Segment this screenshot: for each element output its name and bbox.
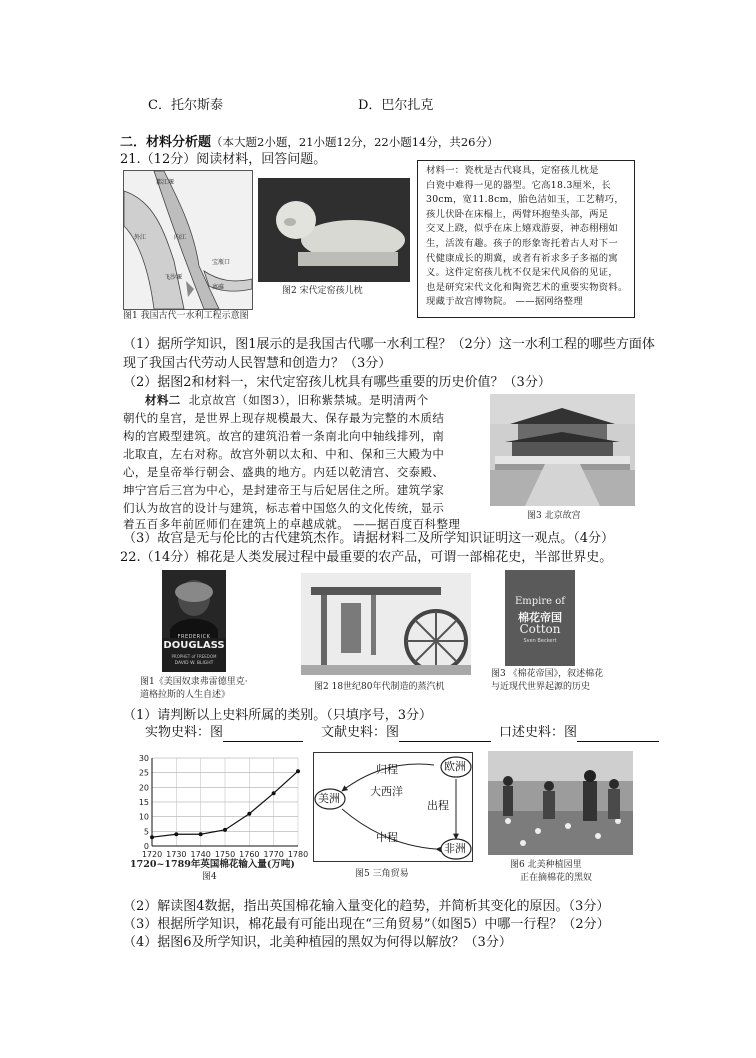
y-tick-label: 20 xyxy=(138,783,149,793)
material2-line: 心，是皇帝举行朝会、盛典的地方。内廷以乾清宫、交泰殿、 xyxy=(123,465,445,479)
y-tick-label: 15 xyxy=(138,798,149,807)
q21-fig2-photo xyxy=(258,178,410,282)
x-tick-label: 1750 xyxy=(214,850,236,859)
map-label-1: 都江堰 xyxy=(156,179,175,186)
line-chart-svg xyxy=(130,752,309,867)
blank-physical-input[interactable] xyxy=(223,727,303,742)
book-top: FREDERICK xyxy=(177,634,211,640)
blank-document-input[interactable] xyxy=(399,727,491,742)
cotton-book-author: Sven Beckert xyxy=(523,638,557,644)
q21-stem: 21.（12分）阅读材料，回答问题。 xyxy=(120,152,327,167)
material2-line-first xyxy=(123,392,429,410)
label-outbound: 出程 xyxy=(427,799,449,812)
q22-fig6-photo xyxy=(488,751,633,855)
q22-q2: （2）解读图4数据，指出英国棉花输入量变化的趋势，并简析其变化的原因。（3分） xyxy=(123,899,610,914)
map-label-5: 飞沙堰 xyxy=(164,274,183,281)
x-tick-label: 1720 xyxy=(141,850,163,859)
q22-fig1-book xyxy=(162,570,226,672)
q22-fig2-caption: 图2 18世纪80年代制造的蒸汽机 xyxy=(314,682,445,692)
label-middle: 中程 xyxy=(376,831,398,844)
material2-line: 北取直，左右对称。故宫外朝以太和、中和、保和三大殿为中 xyxy=(123,447,445,461)
chart-title: 1720~1789年英国棉花输入量(万吨) xyxy=(130,859,295,870)
material1-line: 白瓷中难得一见的器型。它高18.3厘米，长 xyxy=(426,179,612,191)
q21-fig1-caption: 图1 我国古代一水利工程示意图 xyxy=(123,311,249,321)
material1-line: 30cm，宽11.8cm，胎色洁如玉，工艺精巧， xyxy=(426,194,624,206)
data-point xyxy=(150,835,154,839)
data-point xyxy=(272,791,276,795)
material1-line: 孩儿伏卧在床榻上，两臂环抱垫头部，两足 xyxy=(426,208,609,220)
data-point xyxy=(199,832,203,836)
q21-fig3-photo xyxy=(490,394,635,506)
x-tick-label: 1780 xyxy=(287,850,309,859)
cotton-book-cn: 棉花帝国 xyxy=(518,611,562,624)
q22-blanks-row xyxy=(145,724,659,742)
x-tick-label: 1740 xyxy=(190,850,211,859)
cotton-book-en1: Empire of xyxy=(515,596,565,607)
y-tick-label: 5 xyxy=(143,827,149,837)
section-heading xyxy=(120,133,499,152)
q22-fig3-book xyxy=(505,570,575,666)
material1-line: 也是研究宋代文化和陶瓷艺术的重要实物资料。 xyxy=(426,281,628,293)
material2-line: 朝代的皇宫，是世界上现存规模最大、保存最为完整的木质结 xyxy=(123,411,445,425)
label-return: 归程 xyxy=(376,763,398,776)
blank-oral-input[interactable] xyxy=(577,727,659,742)
q22-fig5-diagram xyxy=(313,752,473,862)
q22-fig6-caption-l2: 正在摘棉花的黑奴 xyxy=(520,873,593,883)
map-label-2: 宝瓶口 xyxy=(212,259,231,266)
option-d: D．巴尔扎克 xyxy=(358,98,434,113)
y-tick-label: 30 xyxy=(138,754,149,763)
material2-line: 坤宁宫后三宫为中心，是封建帝王与后妃居住之所。建筑学家 xyxy=(123,483,445,497)
node-europe: 欧洲 xyxy=(444,760,466,773)
x-tick-label: 1760 xyxy=(239,850,260,859)
book-author: DAVID W. BLIGHT xyxy=(174,661,214,666)
data-point xyxy=(247,812,251,816)
q22-q3: （3）根据所学知识，棉花最有可能出现在“三角贸易”（如图5）中哪一行程？（2分） xyxy=(123,917,610,932)
q21-fig3-caption: 图3 北京故宫 xyxy=(527,511,581,521)
material1-line: 交叉上跷，似乎在床上嬉戏游耍，神态栩栩如 xyxy=(426,223,618,235)
q22-fig4-chart xyxy=(130,752,309,867)
material1-line: 材料一：瓷枕是古代寝具，定窑孩儿枕是 xyxy=(426,165,599,176)
q22-fig1-caption-l1: 图1《美国奴隶弗雷德里克· xyxy=(140,677,248,687)
node-africa: 非洲 xyxy=(444,842,466,855)
material1-line: 现藏于故宫博物院。 ——据网络整理 xyxy=(426,296,583,308)
material1-line: 义。这件定窑孩儿枕不仅是宋代风俗的见证， xyxy=(426,267,618,279)
material1-line: 生，活泼有趣。孩子的形象寄托着古人对下一 xyxy=(426,237,618,249)
y-tick-label: 0 xyxy=(143,842,149,851)
q21-q1-line2: 现了我国古代劳动人民智慧和创造力？（3分） xyxy=(123,356,392,371)
q22-fig6-caption-l1: 图6 北美种植园里 xyxy=(510,860,582,870)
material2-line: 构的宫殿型建筑。故宫的建筑沿着一条南北向中轴线排列，南 xyxy=(123,429,445,443)
q22-fig5-caption: 图5 三角贸易 xyxy=(355,869,409,879)
section-title: 二．材料分析题 xyxy=(120,135,212,150)
book-sub: PROPHET of FREEDOM xyxy=(171,654,217,659)
node-america: 美洲 xyxy=(318,792,340,805)
material2-line: 着五百多年前匠师们在建筑上的卓越成就。 ——据百度百科整理 xyxy=(123,517,461,531)
q22-stem: 22.（14分）棉花是人类发展过程中最重要的农产品，可谓一部棉花史，半部世界史。 xyxy=(120,550,613,565)
blank-physical-label: 实物史料：图 xyxy=(145,725,224,740)
y-tick-label: 25 xyxy=(138,768,149,778)
label-ocean: 大西洋 xyxy=(370,785,403,798)
option-c: C．托尔斯泰 xyxy=(148,98,223,113)
q22-fig2-photo xyxy=(301,573,471,675)
y-tick-label: 10 xyxy=(138,812,149,822)
q22-fig4-caption: 图4 xyxy=(202,872,217,882)
blank-document-label: 文献史料：图 xyxy=(321,725,400,740)
q21-fig2-caption: 图2 宋代定窑孩儿枕 xyxy=(282,286,363,296)
map-label-4: 内江 xyxy=(174,234,187,241)
data-point xyxy=(174,832,178,836)
material2-line: 北京故宫（如图3），旧称紫禁城。是明清两个 xyxy=(188,393,429,407)
q21-fig1-map xyxy=(123,170,253,310)
q22-fig3-caption-l1: 图3 《棉花帝国》，叙述棉花 xyxy=(491,669,604,679)
q21-q3: （3）故宫是无与伦比的古代建筑杰作。请据材料二及所学知识证明这一观点。（4分） xyxy=(123,531,615,546)
section-note: （本大题2小题，21小题12分，22小题14分，共26分） xyxy=(211,135,499,149)
book-title: DOUGLASS xyxy=(163,640,225,651)
x-tick-label: 1730 xyxy=(166,850,187,859)
map-label-6: 离碓 xyxy=(212,284,225,291)
map-label-3: 外江 xyxy=(134,234,147,241)
q21-q1-line1: （1）据所学知识，图1展示的是我国古代哪一水利工程？（2分）这一水利工程的哪些方面体 xyxy=(123,337,655,352)
q22-q4: （4）据图6及所学知识，北美种植园的黑奴为何得以解放？（3分） xyxy=(123,935,512,950)
q22-q1: （1）请判断以上史料所属的类别。（只填序号，3分） xyxy=(123,708,433,723)
q22-fig3-caption-l2: 与近现代世界起源的历史 xyxy=(491,682,591,692)
material2-line: 们认为故宫的设计与建筑，标志着中国悠久的文化传统，显示 xyxy=(123,501,445,515)
q21-material1-box xyxy=(417,160,635,318)
q22-fig1-caption-l2: 道格拉斯的人生自述》 xyxy=(140,690,231,700)
cotton-book-en2: Cotton xyxy=(519,622,561,636)
material2-head: 材料二 xyxy=(145,393,181,407)
x-tick-label: 1770 xyxy=(263,850,284,859)
blank-oral-label: 口述史料：图 xyxy=(499,725,578,740)
q21-q2: （2）据图2和材料一，宋代定窑孩儿枕具有哪些重要的历史价值？（3分） xyxy=(123,375,551,390)
data-point xyxy=(223,828,227,832)
material1-line: 代健康成长的期冀，或者有祈求多子多福的寓 xyxy=(426,252,618,264)
data-point xyxy=(296,769,300,773)
